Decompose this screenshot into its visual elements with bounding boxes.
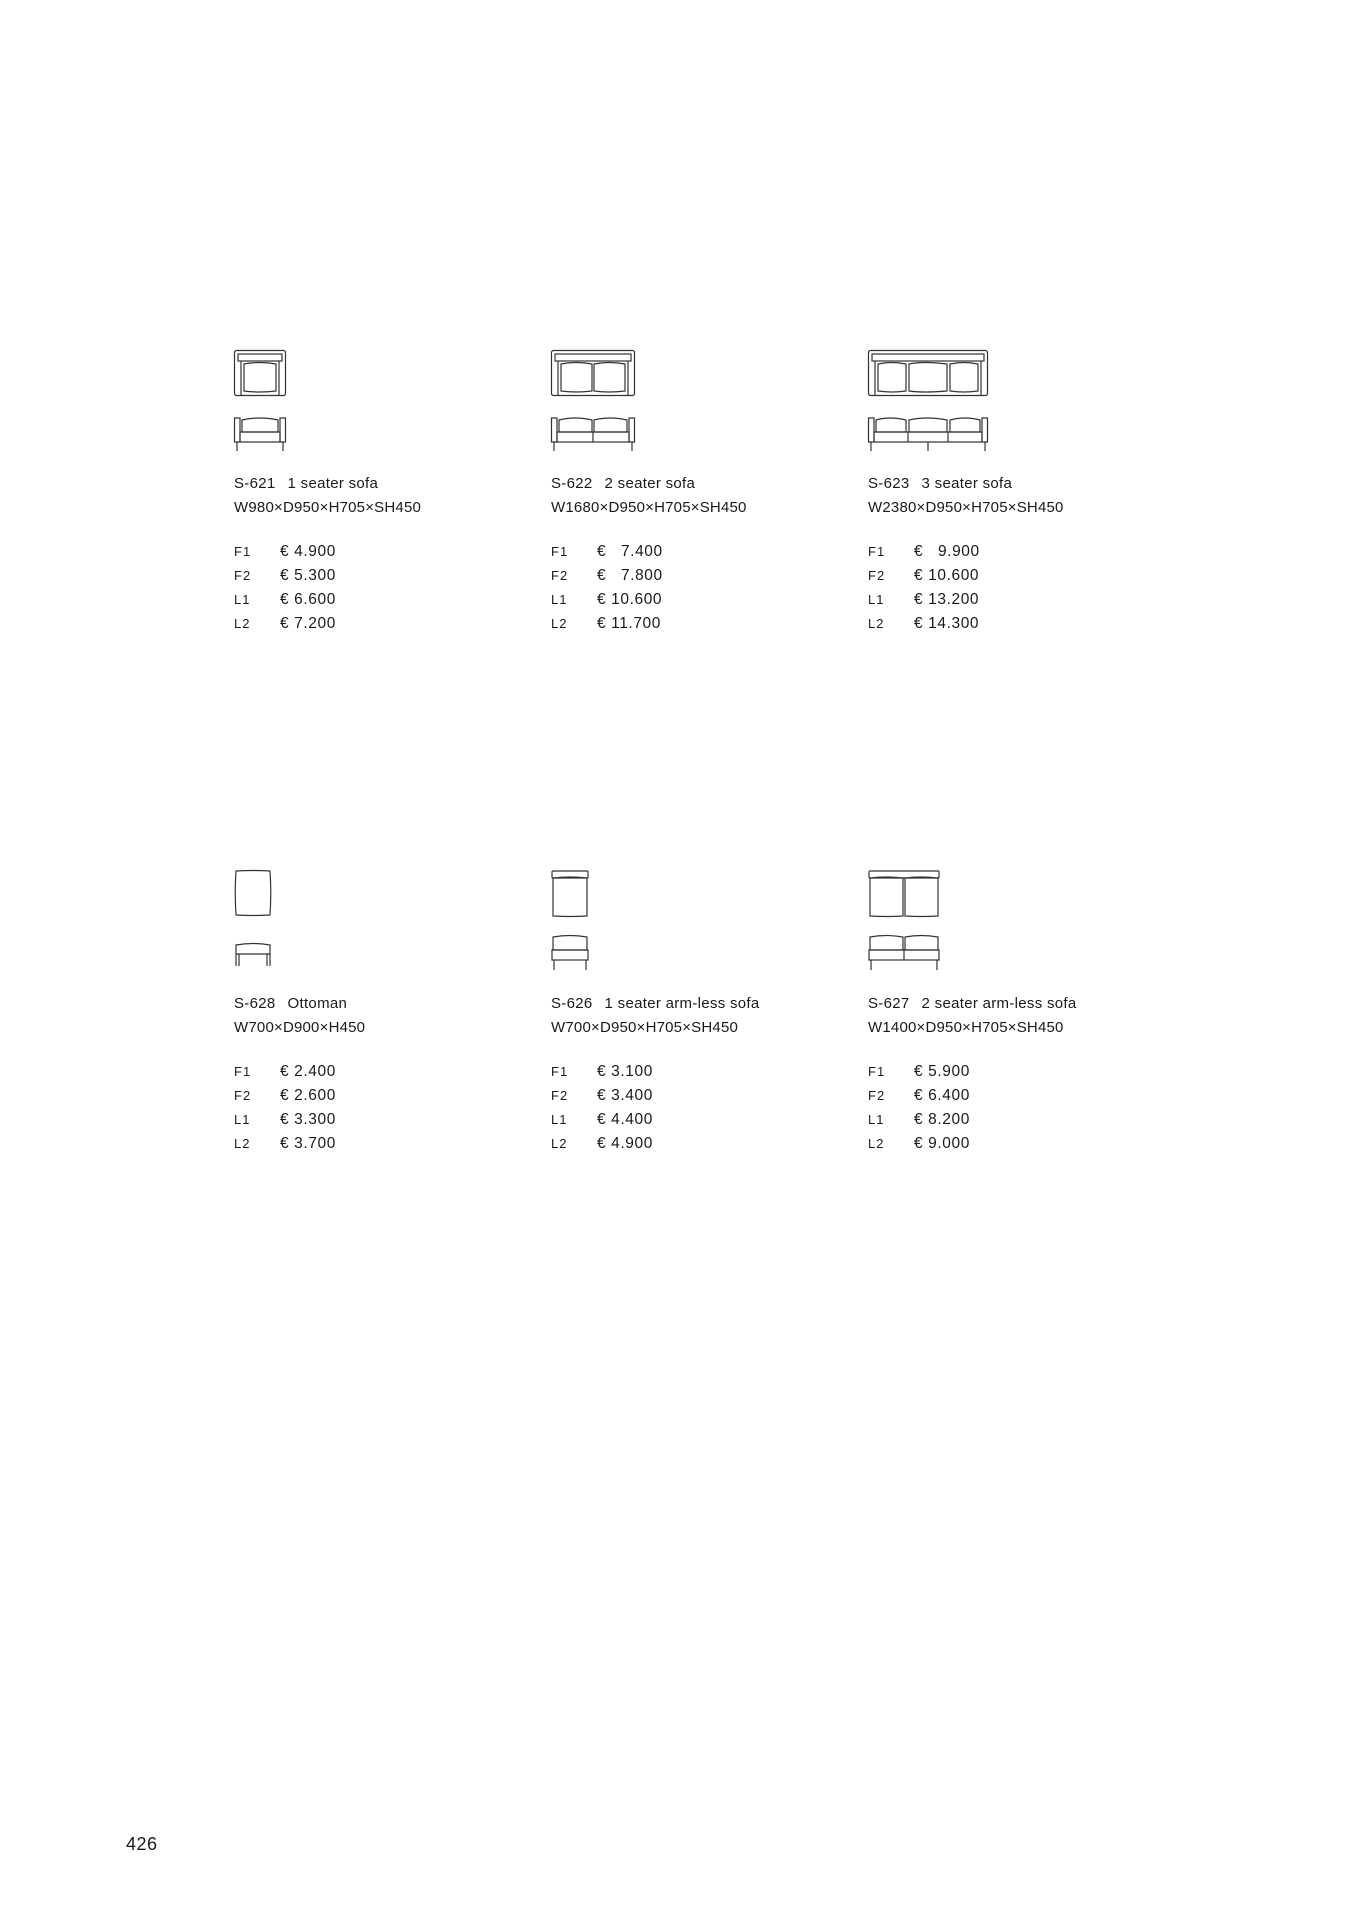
price-row (868, 540, 1168, 564)
product-name: 2 seater sofa (604, 475, 696, 492)
price-value: € 3.300 (280, 1111, 336, 1128)
price-value: € 3.700 (280, 1135, 336, 1152)
product-dimensions: W980×D950×H705×SH450 (234, 499, 422, 516)
grade-label: F1 (234, 544, 252, 559)
product-name: Ottoman (287, 995, 348, 1012)
price-row (551, 540, 851, 564)
grade-label: L1 (551, 1112, 568, 1127)
grade-label: F2 (868, 1088, 886, 1103)
price-list (551, 540, 851, 636)
product-title (551, 992, 851, 1016)
grade-label: L2 (234, 616, 251, 631)
price-row (234, 540, 534, 564)
sofa-front-view-icon (551, 414, 635, 452)
price-list (234, 540, 534, 636)
price-row (234, 1108, 534, 1132)
price-list (234, 1060, 534, 1156)
product-drawings (551, 870, 851, 978)
product-code: S-623 (868, 475, 910, 492)
price-row (868, 564, 1168, 588)
price-value: € 10.600 (914, 567, 980, 584)
price-row (234, 1060, 534, 1084)
product-title (868, 992, 1168, 1016)
product-s-626 (551, 870, 851, 1156)
product-title (234, 472, 534, 496)
grade-label: L1 (868, 592, 885, 607)
grade-label: F1 (234, 1064, 252, 1079)
price-value: € 4.900 (280, 543, 336, 560)
price-value: € 10.600 (597, 591, 663, 608)
price-row (234, 1084, 534, 1108)
ottoman-top-view-icon (234, 870, 272, 916)
price-value: € 5.300 (280, 567, 336, 584)
price-list (551, 1060, 851, 1156)
price-value: € 4.900 (597, 1135, 653, 1152)
price-value: € 3.100 (597, 1063, 653, 1080)
product-name: 2 seater arm-less sofa (921, 995, 1077, 1012)
price-row (868, 1084, 1168, 1108)
grade-label: F2 (551, 1088, 569, 1103)
product-s-621 (234, 350, 534, 636)
sofa-front-view-icon (868, 414, 988, 452)
price-row (551, 1084, 851, 1108)
grade-label: L2 (234, 1136, 251, 1151)
sofa-top-view-icon (551, 870, 589, 918)
ottoman-front-view-icon (234, 942, 272, 972)
price-row (868, 612, 1168, 636)
product-drawings (234, 350, 534, 458)
sofa-top-view-icon (234, 350, 286, 396)
product-drawings (234, 870, 534, 978)
product-title (868, 472, 1168, 496)
product-s-628 (234, 870, 534, 1156)
sofa-top-view-icon (868, 350, 988, 396)
price-value: € 2.600 (280, 1087, 336, 1104)
product-s-623 (868, 350, 1168, 636)
sofa-top-view-icon (868, 870, 940, 918)
product-dimensions: W1680×D950×H705×SH450 (551, 499, 747, 516)
sofa-top-view-icon (551, 350, 635, 396)
grade-label: F2 (551, 568, 569, 583)
grade-label: L2 (868, 616, 885, 631)
sofa-front-view-icon (551, 934, 589, 972)
price-row (868, 1132, 1168, 1156)
sofa-front-view-icon (868, 934, 940, 972)
sofa-front-view-icon (234, 414, 286, 452)
price-value: € 7.800 (597, 567, 663, 584)
product-code: S-628 (234, 995, 276, 1012)
price-value: € 5.900 (914, 1063, 970, 1080)
price-row (234, 612, 534, 636)
price-value: € 11.700 (597, 615, 661, 632)
price-value: € 2.400 (280, 1063, 336, 1080)
price-row (868, 588, 1168, 612)
price-row (551, 1132, 851, 1156)
product-dimensions: W2380×D950×H705×SH450 (868, 499, 1064, 516)
price-value: € 6.400 (914, 1087, 970, 1104)
grade-label: L1 (868, 1112, 885, 1127)
price-value: € 8.200 (914, 1111, 970, 1128)
grade-label: F1 (551, 544, 569, 559)
price-value: € 7.200 (280, 615, 336, 632)
product-name: 1 seater sofa (287, 475, 379, 492)
price-value: € 7.400 (597, 543, 663, 560)
product-title (551, 472, 851, 496)
price-value: € 4.400 (597, 1111, 653, 1128)
product-name: 3 seater sofa (921, 475, 1013, 492)
grade-label: L2 (551, 616, 568, 631)
grade-label: L2 (551, 1136, 568, 1151)
product-drawings (551, 350, 851, 458)
price-row (551, 1108, 851, 1132)
product-title (234, 992, 534, 1016)
price-list (868, 1060, 1168, 1156)
grade-label: L1 (234, 592, 251, 607)
product-code: S-622 (551, 475, 593, 492)
product-code: S-627 (868, 995, 910, 1012)
price-row (868, 1108, 1168, 1132)
price-value: € 6.600 (280, 591, 336, 608)
product-drawings (868, 870, 1168, 978)
grade-label: L2 (868, 1136, 885, 1151)
grade-label: F1 (868, 544, 886, 559)
product-name: 1 seater arm-less sofa (604, 995, 760, 1012)
grade-label: F2 (234, 1088, 252, 1103)
product-dimensions: W700×D900×H450 (234, 1019, 366, 1036)
product-s-622 (551, 350, 851, 636)
grade-label: L1 (551, 592, 568, 607)
grade-label: F1 (868, 1064, 886, 1079)
price-row (868, 1060, 1168, 1084)
price-value: € 9.900 (914, 543, 980, 560)
product-drawings (868, 350, 1168, 458)
grade-label: F2 (234, 568, 252, 583)
grade-label: F1 (551, 1064, 569, 1079)
grade-label: F2 (868, 568, 886, 583)
price-value: € 14.300 (914, 615, 980, 632)
price-list (868, 540, 1168, 636)
product-code: S-621 (234, 475, 276, 492)
price-row (551, 564, 851, 588)
product-dimensions: W700×D950×H705×SH450 (551, 1019, 739, 1036)
product-dimensions: W1400×D950×H705×SH450 (868, 1019, 1064, 1036)
price-row (551, 612, 851, 636)
price-row (234, 588, 534, 612)
price-value: € 13.200 (914, 591, 980, 608)
page-number: 426 (126, 1834, 158, 1854)
price-row (551, 1060, 851, 1084)
price-value: € 3.400 (597, 1087, 653, 1104)
price-row (234, 564, 534, 588)
price-row (234, 1132, 534, 1156)
product-code: S-626 (551, 995, 593, 1012)
product-s-627 (868, 870, 1168, 1156)
price-value: € 9.000 (914, 1135, 970, 1152)
grade-label: L1 (234, 1112, 251, 1127)
price-row (551, 588, 851, 612)
